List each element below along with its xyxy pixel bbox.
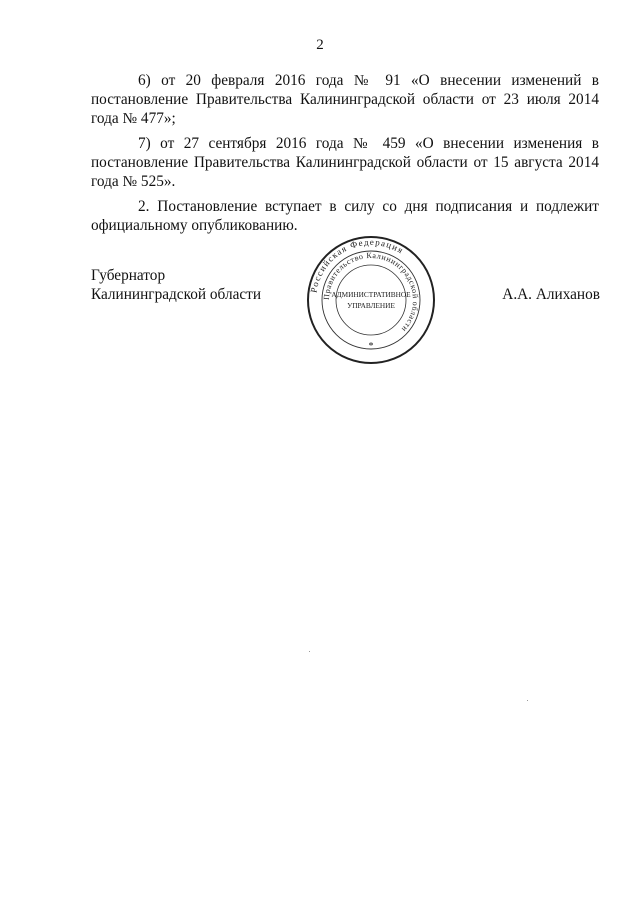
scan-artifact (309, 651, 310, 652)
paragraph-item-6: 6) от 20 февраля 2016 года № 91 «О внесении изменений в постановление Правительства Калининградской области от 23 июля 2014 года № 477»; (91, 72, 599, 127)
seal-outer-text: Российская Федерация (308, 236, 406, 294)
paragraph-clause-2: 2. Постановление вступает в силу со дня подписания и подлежит официальному опубликованию. (91, 198, 599, 234)
signatory-name: А.А. Алиханов (502, 286, 600, 303)
signatory-position (91, 266, 261, 304)
scan-artifact (527, 700, 528, 701)
seal-center-line-1: АДМИНИСТРАТИВНОЕ (331, 290, 411, 299)
signatory-title-line-1: Губернатор (91, 267, 166, 284)
seal-star: * (368, 341, 374, 352)
document-body (91, 71, 599, 241)
page-number: 2 (316, 37, 324, 53)
signatory-title-line-2: Калининградской области (91, 286, 262, 303)
official-seal-stamp (306, 235, 436, 365)
seal-middle-text: Правительство Калининградской области (321, 250, 421, 335)
paragraph-item-7: 7) от 27 сентября 2016 года № 459 «О внесении изменения в постановление Правительства Калининградской области от 15 августа 2014 года № 525». (91, 135, 599, 190)
seal-center-line-2: УПРАВЛЕНИЕ (347, 301, 395, 310)
